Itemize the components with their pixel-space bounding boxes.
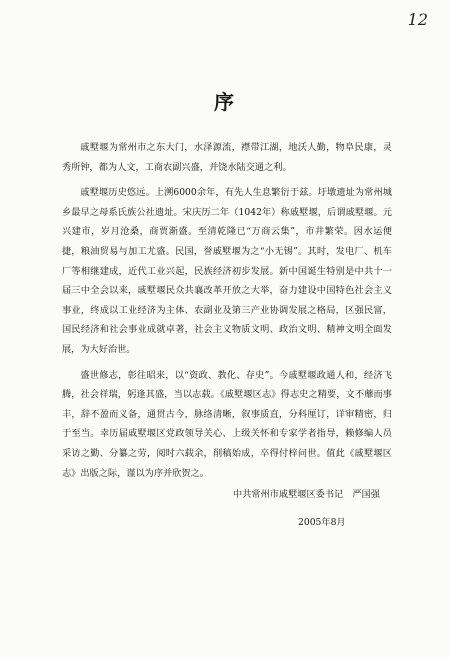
signature-date: 2005年8月 [298,517,346,528]
paragraph-1: 戚墅堰为常州市之东大门，水泽源流，襟带江湖，地沃人勤，物阜民康，灵秀所钟，都为人文，工商农副兴盛，并饶水陆交通之利。 [62,142,392,173]
preface-body [62,138,392,489]
page-title: 序 [214,90,236,114]
paragraph-3: 盛世修志，彰往昭来，以“资政、教化、存史”。今戚墅堰政通人和，经济飞腾，社会祥瑞，躬逢其盛，当以志载。《戚墅堰区志》得志史之精要，文不蘼而事丰，辞不盈而义备，通贯古今，脉络清晰，叙事质直，分科厘订，详审精密，归于至当。幸历届戚墅堰区党政领导关心、上级关怀和专家学者指导，赖修编人员采访之勤、分纂之劳，阅时六载余，削稿始成，卒得付梓问世。值此《戚墅堰区志》出版之际，谨以为序并欣贺之。 [62,369,392,479]
paragraph-2: 戚墅堰历史悠远。上溯6000余年，有先人生息繁衍于兹。圩墩遗址为常州城乡最早之母系氏族公社遗址。宋庆历二年（1042年）称戚墅堰，后谓戚墅堰。元兴建市，岁月沧桑，商贾渐盛。至清乾隆已“万商云集”，市井繁荣。因水运便捷，粮油贸易与加工尤盛。民国，誉戚墅堰为之“小无锡”。其时，发电厂、机车厂等相继建成，近代工业兴起，民族经济初步发展。新中国诞生特别是中共十一届三中全会以来，戚墅堰民众共襄改革开放之大举，奋力建设中国特色社会主义事业，终成以工业经济为主体、农副业及第三产业协调发展之格局，区强民富，国民经济和社会事业成就卓著，社会主义物质文明、政治文明、精神文明全面发展，为大好治世。 [62,187,392,355]
signature-author: 中共常州市戚墅堰区委书记 严国强 [233,489,380,500]
page-number: 12 [407,10,428,29]
signature-block [233,486,380,500]
